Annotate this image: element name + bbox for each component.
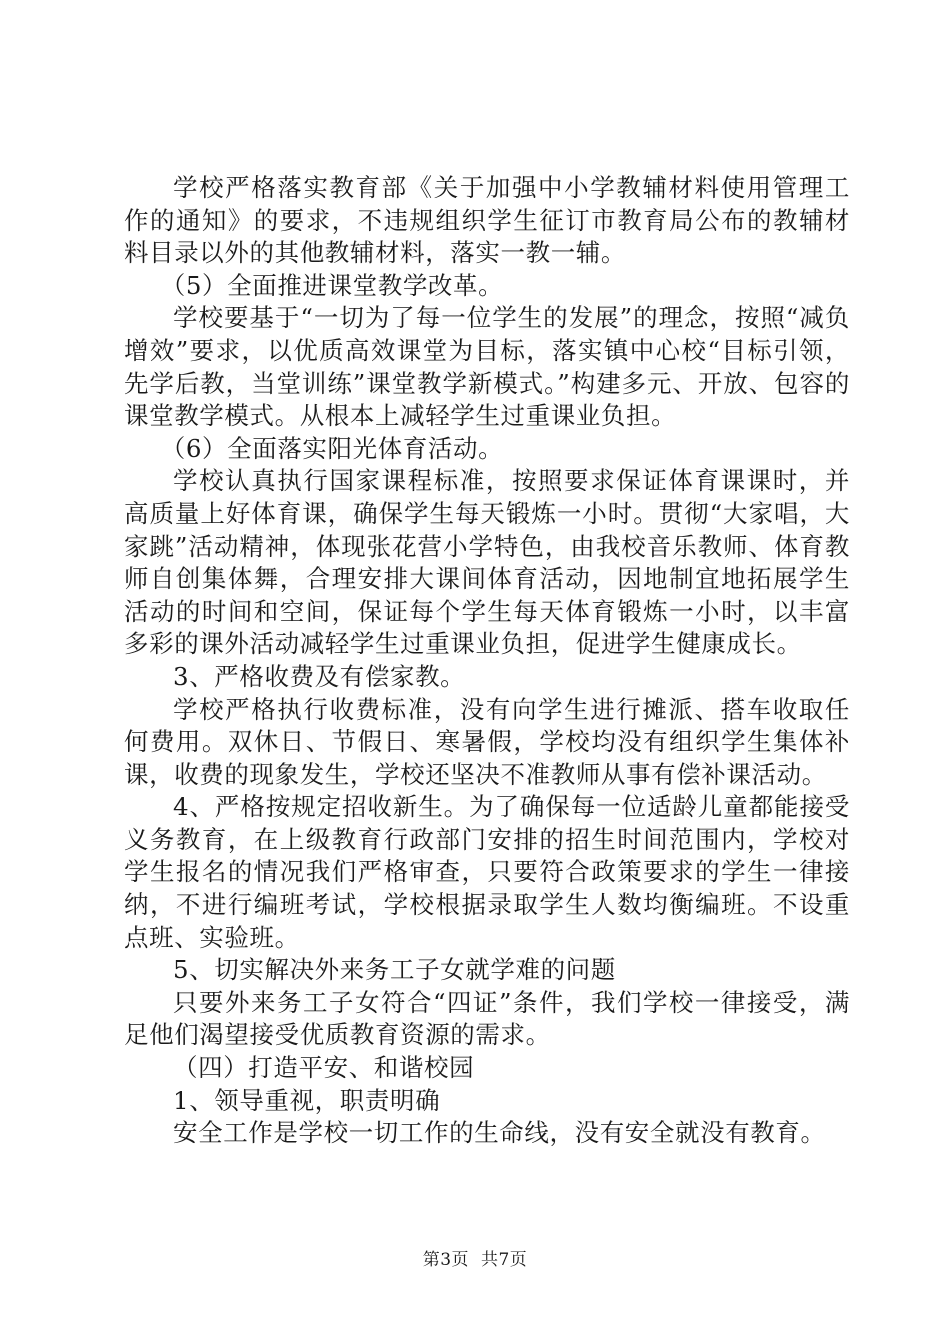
paragraph-sports-activities: 学校认真执行国家课程标准，按照要求保证体育课课时，并高质量上好体育课，确保学生每天锻炼一小时。贯彻“大家唱，大家跳”活动精神，体现张花营小学特色，由我校音乐教师、体育教师自创集体舞，合理安排大课间体育活动，因地制宜地拓展学生活动的时间和空间，保证每个学生每天体育锻炼一小时，以丰富多彩的课外活动减轻学生过重课业负担，促进学生健康成长。 [124, 466, 850, 659]
paragraph-enrollment: 4、严格按规定招收新生。为了确保每一位适龄儿童都能接受义务教育，在上级教育行政部门安排的招生时间范围内，学校对学生报名的情况我们严格审查，只要符合政策要求的学生一律接纳，不进行编班考试，学校根据录取学生人数均衡编班。不设重点班、实验班。 [124, 792, 850, 952]
section-heading-5: （5）全面推进课堂教学改革。 [160, 270, 504, 300]
section-heading-four: （四）打造平安、和谐校园 [173, 1053, 475, 1083]
page-footer [0, 1245, 950, 1270]
paragraph-tutorial-materials: 学校严格落实教育部《关于加强中小学教辅材料使用管理工作的通知》的要求，不违规组织学生征订市教育局公布的教辅材料目录以外的其他教辅材料，落实一教一辅。 [124, 173, 850, 268]
section-heading-3: 3、严格收费及有偿家教。 [173, 661, 466, 691]
page-total: 共7页 [480, 1250, 528, 1270]
paragraph-classroom-reform: 学校要基于“一切为了每一位学生的发展”的理念，按照“减负增效”要求，以优质高效课堂为目标，落实镇中心校“目标引领，先学后教，当堂训练”课堂教学新模式。”构建多元、开放、包容的课堂教学模式。从根本上减轻学生过重课业负担。 [124, 303, 850, 431]
paragraph-fees: 学校严格执行收费标准，没有向学生进行摊派、搭车收取任何费用。双休日、节假日、寒暑假，学校均没有组织学生集体补课，收费的现象发生，学校还坚决不准教师从事有偿补课活动。 [124, 694, 850, 789]
paragraph-safety: 安全工作是学校一切工作的生命线，没有安全就没有教育。 [173, 1118, 826, 1148]
paragraph-migrant-children: 只要外来务工子女符合“四证”条件，我们学校一律接受，满足他们渴望接受优质教育资源的需求。 [124, 987, 850, 1050]
section-heading-6: （6）全面落实阳光体育活动。 [160, 433, 504, 463]
section-heading-1-leadership: 1、领导重视，职责明确 [173, 1085, 441, 1115]
body-text [124, 172, 850, 1150]
section-heading-5-migrant: 5、切实解决外来务工子女就学难的问题 [173, 955, 616, 985]
page-number: 第3页 [422, 1250, 470, 1270]
